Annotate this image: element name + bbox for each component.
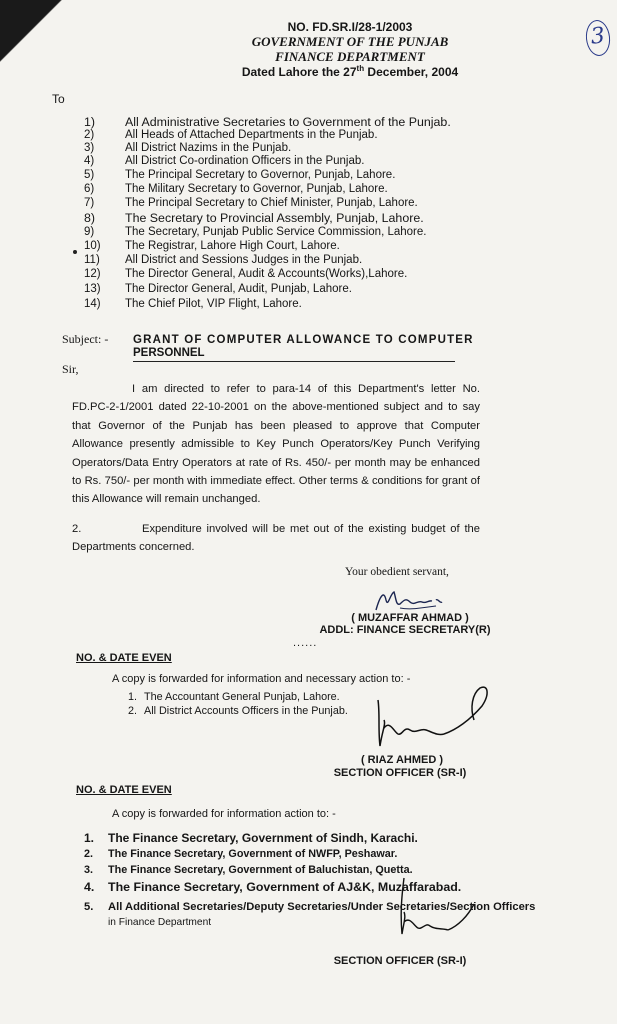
subject-line-1: GRANT OF COMPUTER ALLOWANCE TO COMPUTER: [133, 334, 474, 346]
addressee-text: The Principal Secretary to Governor, Punjab, Lahore.: [125, 169, 396, 181]
paragraph-2: [72, 520, 480, 556]
addressee-num: 10): [84, 240, 101, 252]
addressee-text: The Secretary, Punjab Public Service Commission, Lahore.: [125, 226, 427, 238]
addressee-num: 5): [84, 169, 95, 181]
addressee-text: The Principal Secretary to Chief Minister, Punjab, Lahore.: [125, 197, 418, 209]
addressee-num: 14): [84, 298, 101, 310]
item-text: The Finance Secretary, Government of Sindh, Karachi.: [108, 831, 418, 845]
dated-suffix: December, 2004: [364, 65, 459, 79]
addressee-text: The Director General, Audit, Punjab, Lahore.: [125, 283, 352, 295]
salutation: Sir,: [62, 362, 79, 376]
subject-line-2: PERSONNEL: [133, 347, 205, 359]
addressee-num: 8): [84, 211, 96, 225]
dated-prefix: Dated Lahore the 27: [241, 65, 357, 79]
endorsement-2-text: A copy is forwarded for information action to: -: [112, 808, 336, 820]
addressee-num: 6): [84, 183, 95, 195]
dated-sup: th: [356, 64, 365, 73]
item-text: The Finance Secretary, Government of AJ&K, Muzaffarabad.: [108, 880, 462, 894]
signatory-2-designation: SECTION OFFICER (SR-I): [333, 767, 467, 779]
endorsement-2-heading: NO. & DATE EVEN: [76, 784, 172, 796]
signature-section-officer: [380, 872, 480, 948]
addressee-num: 4): [84, 155, 95, 167]
item-num: 2.: [84, 848, 94, 860]
item-num: 1.: [84, 831, 95, 845]
addressee-text: The Secretary to Provincial Assembly, Punjab, Lahore.: [125, 211, 424, 225]
closing-line: Your obedient servant,: [345, 566, 449, 578]
endorsement-2-item-5-cont: in Finance Department: [108, 917, 212, 928]
addressee-num: 9): [84, 226, 95, 238]
signatory-1-name: ( MUZAFFAR AHMAD ): [351, 612, 469, 624]
signatory-3-designation: SECTION OFFICER (SR-I): [333, 955, 467, 967]
item-text: The Accountant General Punjab, Lahore.: [144, 691, 340, 703]
item-num: 5.: [84, 901, 94, 913]
addressee-text: All District and Sessions Judges in the Punjab.: [125, 254, 363, 266]
item-num: 4.: [84, 880, 95, 894]
paragraph-2-text: Expenditure involved will be met out of the existing budget of the Departments concerned.: [72, 523, 480, 553]
addressee-text: The Director General, Audit & Accounts(Works),Lahore.: [125, 268, 408, 280]
item-num: 2.: [128, 705, 138, 717]
item-num: 1.: [128, 691, 138, 703]
paragraph-1-text: I am directed to refer to para-14 of this Department's letter No. FD.PC-2-1/2001 dated 22-10-2001 on the above-mentioned subject and to say that Governor of the Punjab has been pleased to approve that Computer Allowance presently admissible to Key Punch Operators/Key Punch Verifying Operators/Data Entry Operators at rate of Rs. 450/- per month may be enhanced to Rs. 750/- per month with immediate effect. Other terms & conditions for grant of this Allowance will remain unchanged.: [72, 383, 480, 506]
subject-label: Subject: -: [62, 332, 109, 346]
reference-number: NO. FD.SR.I/28-1/2003: [287, 20, 413, 34]
signatory-1-designation: ADDL: FINANCE SECRETARY(R): [319, 624, 491, 636]
addressee-text: All Administrative Secretaries to Government of the Punjab.: [125, 115, 451, 129]
page-number-circled: 3: [584, 19, 612, 57]
scan-corner-shadow: [0, 0, 90, 70]
ink-dot: [73, 250, 77, 254]
addressee-text: The Registrar, Lahore High Court, Lahore.: [125, 240, 340, 252]
item-num: 3.: [84, 864, 94, 876]
separator-dots: ......: [293, 637, 318, 649]
addressee-num: 13): [84, 283, 101, 295]
department-title: FINANCE DEPARTMENT: [275, 49, 425, 64]
endorsement-1-heading: NO. & DATE EVEN: [76, 652, 172, 664]
endorsement-1-text: A copy is forwarded for information and necessary action to: -: [112, 673, 411, 685]
addressee-text: All Heads of Attached Departments in the Punjab.: [125, 129, 378, 141]
signatory-2-name: ( RIAZ AHMED ): [360, 754, 444, 766]
addressee-num: 12): [84, 268, 101, 280]
addressee-num: 2): [84, 129, 95, 141]
addressee-text: The Military Secretary to Governor, Punjab, Lahore.: [125, 183, 388, 195]
addressee-text: All District Nazims in the Punjab.: [125, 142, 292, 154]
to-label: To: [52, 92, 65, 106]
signature-riaz-ahmed: [370, 680, 500, 754]
government-title: GOVERNMENT OF THE PUNJAB: [251, 34, 449, 49]
item-text: All District Accounts Officers in the Punjab.: [144, 705, 348, 717]
paragraph-2-number: 2.: [72, 523, 82, 535]
addressee-num: 3): [84, 142, 95, 154]
item-text: The Finance Secretary, Government of Baluchistan, Quetta.: [108, 864, 413, 876]
item-text: All Additional Secretaries/Deputy Secretaries/Under Secretaries/Section Officers: [108, 901, 536, 913]
addressee-num: 11): [84, 254, 100, 266]
addressee-text: The Chief Pilot, VIP Flight, Lahore.: [125, 298, 302, 310]
addressee-num: 1): [84, 115, 96, 129]
item-text: The Finance Secretary, Government of NWFP, Peshawar.: [108, 848, 398, 860]
paragraph-1: [72, 380, 480, 509]
dated-line: [230, 64, 470, 79]
subject-underline: [133, 361, 455, 362]
addressee-text: All District Co-ordination Officers in the Punjab.: [125, 155, 365, 167]
addressee-num: 7): [84, 197, 95, 209]
